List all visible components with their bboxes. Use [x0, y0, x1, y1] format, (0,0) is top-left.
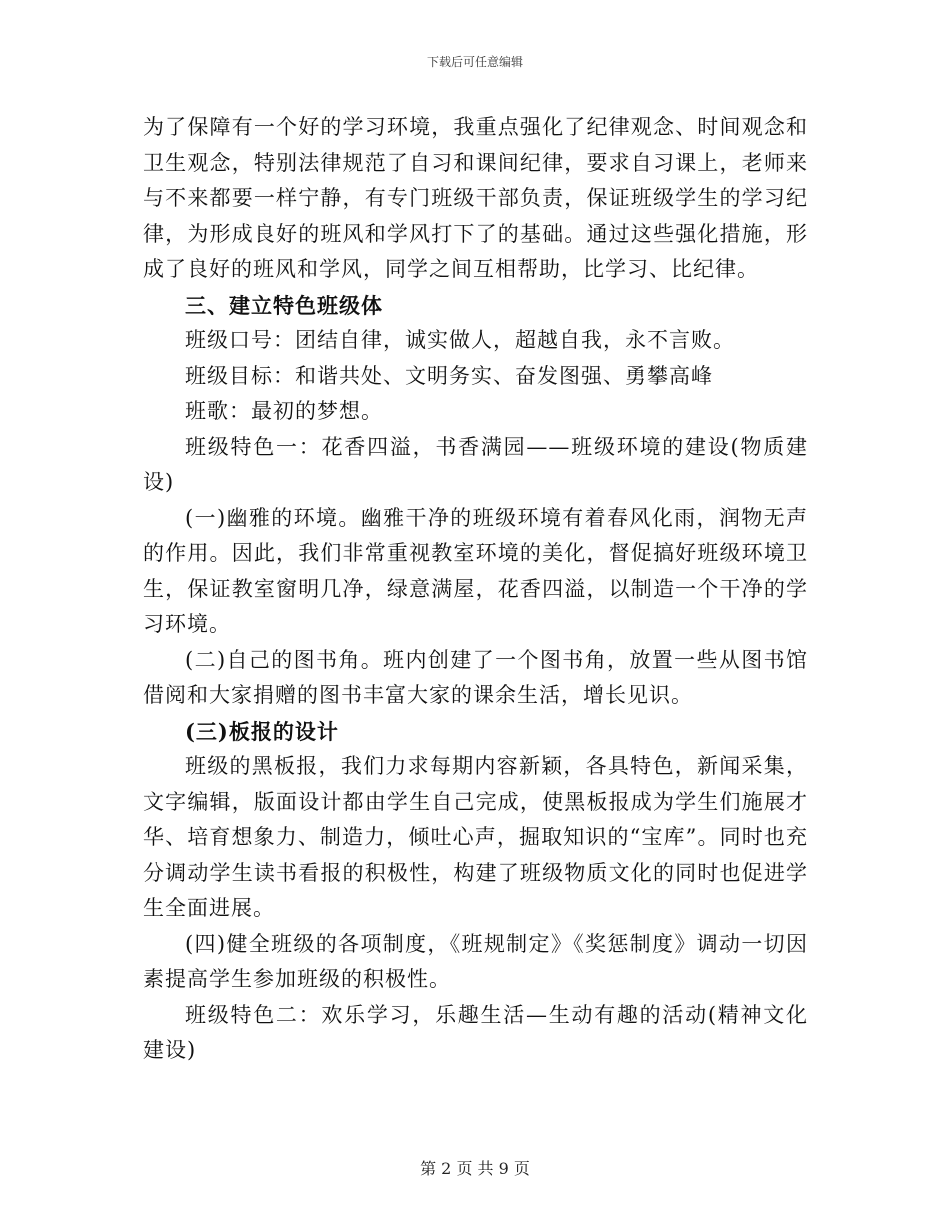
paragraph-environment: (一)幽雅的环境。幽雅干净的班级环境有着春风化雨，润物无声的作用。因此，我们非常重视教室环境的美化，督促搞好班级环境卫生，保证教室窗明几净，绿意满屋，花香四溢，以制造一个干净的学习环境。: [143, 505, 808, 636]
class-slogan: 班级口号：团结自律，诚实做人，超越自我，永不言败。: [185, 328, 735, 352]
section-heading-3: 三、建立特色班级体: [185, 292, 383, 318]
class-feature-2: 班级特色二：欢乐学习，乐趣生活—生动有趣的活动(精神文化建设): [143, 1002, 808, 1062]
class-goal: 班级目标：和谐共处、文明务实、奋发图强、勇攀高峰: [185, 363, 713, 388]
paragraph-rules: (四)健全班级的各项制度，《班规制定》《奖惩制度》调动一切因素提高学生参加班级的积极性。: [143, 931, 808, 991]
class-feature-1: 班级特色一：花香四溢，书香满园——班级环境的建设(物质建设): [143, 434, 808, 494]
subheading-blackboard: (三)板报的设计: [185, 718, 339, 744]
page-header: 下载后可任意编辑: [426, 55, 523, 69]
page-footer: 第 2 页 共 9 页: [420, 1159, 530, 1178]
class-song: 班歌：最初的梦想。: [185, 399, 383, 423]
paragraph-discipline: 为了保障有一个好的学习环境，我重点强化了纪律观念、时间观念和卫生观念，特别法律规范了自习和课间纪律，要求自习课上，老师来与不来都要一样宁静，有专门班级干部负责，保证班级学生的学习纪律，为形成良好的班风和学风打下了的基础。通过这些强化措施，形成了良好的班风和学风，同学之间互相帮助，比学习、比纪律。: [143, 115, 808, 281]
document-body: [143, 110, 808, 1069]
paragraph-book-corner: (二)自己的图书角。班内创建了一个图书角，放置一些从图书馆借阅和大家捐赠的图书丰富大家的课余生活，增长见识。: [143, 647, 808, 707]
paragraph-blackboard: 班级的黑板报，我们力求每期内容新颖，各具特色，新闻采集，文字编辑，版面设计都由学生自己完成，使黑板报成为学生们施展才华、培育想象力、制造力，倾吐心声，掘取知识的“宝库”。同时也充分调动学生读书看报的积极性，构建了班级物质文化的同时也促进学生全面进展。: [143, 754, 808, 920]
